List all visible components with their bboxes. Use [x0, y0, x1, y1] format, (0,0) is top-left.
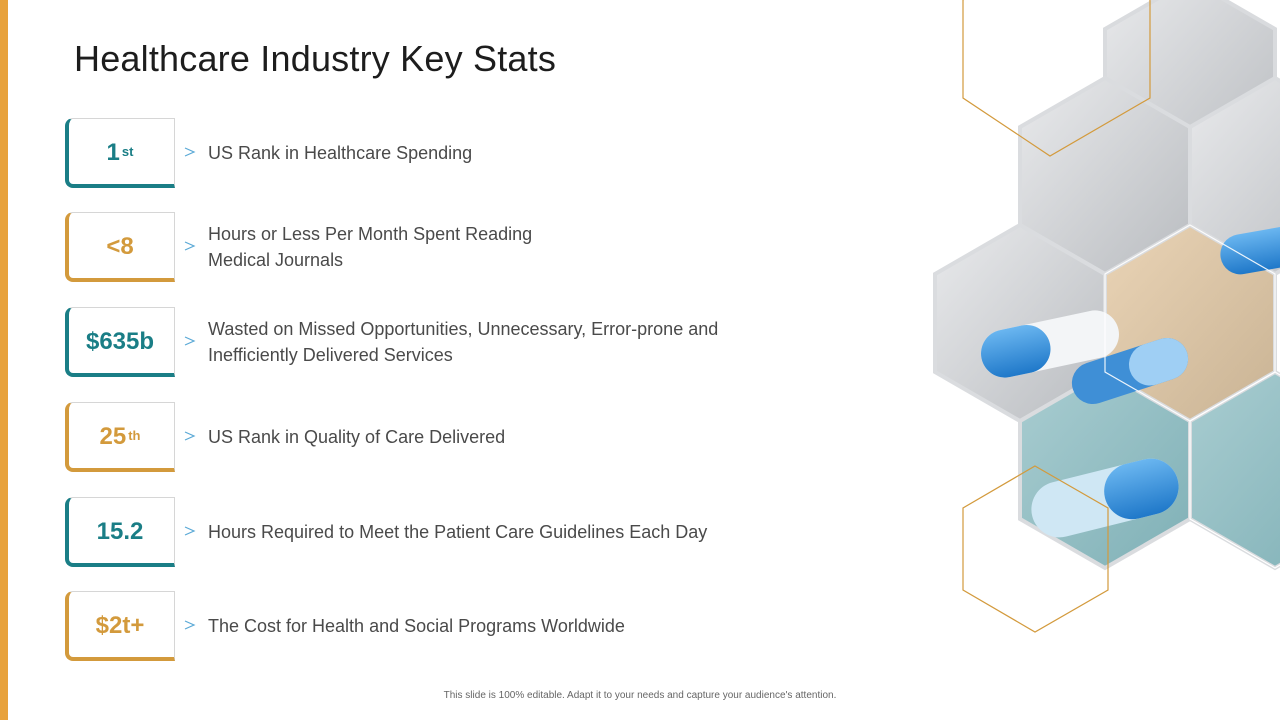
stat-value: $2t+ [95, 612, 145, 639]
stat-description: US Rank in Healthcare Spending [208, 143, 473, 163]
stat-row-quality-rank [65, 402, 825, 474]
stat-row-program-cost [65, 591, 825, 663]
slide-title: Healthcare Industry Key Stats [74, 38, 557, 79]
pills-hexagon-image [920, 0, 1280, 720]
stat-value: 15.2 [96, 518, 144, 545]
stat-description: Hours Required to Meet the Patient Care Guidelines Each Day [208, 522, 708, 542]
stat-value: 25 $^{th}$ [99, 423, 141, 450]
chevron-right-icon [183, 618, 197, 632]
stat-description: Hours or Less Per Month Spent Reading Medical Journals [208, 224, 533, 270]
stat-description: US Rank in Quality of Care Delivered [208, 427, 506, 447]
stat-description: The Cost for Health and Social Programs Worldwide [208, 616, 625, 636]
chevron-right-icon [183, 334, 197, 348]
stat-row-us-rank-spending [65, 118, 825, 190]
stat-value: 1 $^{st}$ [106, 139, 134, 166]
stat-value: $635b [85, 328, 155, 355]
stat-value: <8 [106, 233, 134, 260]
stat-row-reading-hours [65, 212, 825, 284]
footer-note: This slide is 100% editable. Adapt it to your needs and capture your audience's attention. [443, 690, 837, 701]
chevron-right-icon [183, 239, 197, 253]
stat-row-care-hours [65, 497, 825, 569]
stat-description: Wasted on Missed Opportunities, Unnecessary, Error-prone and Inefficiently Delivered Services [208, 319, 719, 365]
chevron-right-icon [183, 524, 197, 538]
chevron-right-icon [183, 429, 197, 443]
chevron-right-icon [183, 145, 197, 159]
stat-row-wasted-spending [65, 307, 825, 379]
left-accent-bar [0, 0, 8, 720]
